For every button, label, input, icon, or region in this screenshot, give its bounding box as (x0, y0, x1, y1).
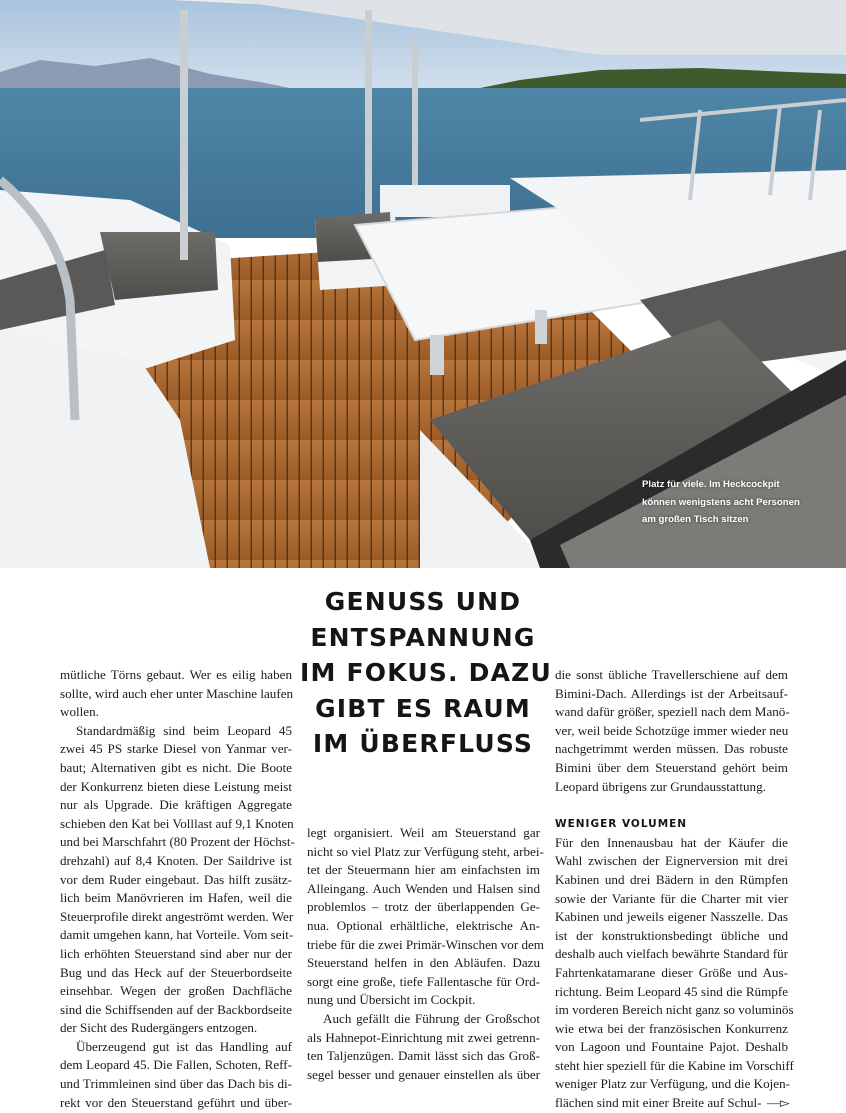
text-line-final-text: flächen sind mit einer Breite auf Schul- (555, 1095, 762, 1111)
text-line: Leopard übrigens zur Grundausstattung. (555, 778, 766, 794)
text-line: dem Leopard 45. Die Fallen, Schoten, Reff- (60, 1057, 292, 1073)
text-line: tet der Steuermann hier am einfachsten im (307, 862, 540, 878)
text-line: im vorderen Bereich nicht ganz so voluminös (555, 1002, 794, 1018)
text-line: rekt vor den Steuerstand geführt und über- (60, 1094, 292, 1110)
text-line-final (555, 1094, 788, 1113)
text-line: Kabinen und drei Bädern in den Rümpfen (555, 871, 788, 887)
text-line: nua. Optional erhältliche, elektrische An- (307, 917, 540, 933)
text-line: Steuerprofile direkt angeströmt werden. Wer (60, 908, 294, 924)
text-line: drehzahl) auf 8,4 Knoten. Der Saildrive ist (60, 852, 292, 868)
text-line: Kabinen und jeweils eigener Nasszelle. Das (555, 909, 788, 925)
text-line: Fahrtenkatamarane dieser Größe und Aus- (555, 964, 788, 980)
text-line: als Hahnepot-Einrichtung mit zwei getrenn- (307, 1029, 540, 1045)
text-line: Wahl zwischen der Eignerversion mit drei (555, 853, 788, 869)
text-line: sind die Schiffsenden auf der Backbordseite (60, 1001, 292, 1017)
text-line: nung und Übersicht im Cockpit. (307, 992, 476, 1008)
text-line: nachgetrimmt werden müssen. Das robuste (555, 741, 788, 757)
text-line: sollte, wird auch eher unter Maschine laufen (60, 685, 294, 701)
text-line: von Lagoon und Fountaine Pajot. Deshalb (555, 1039, 788, 1055)
text-line: problemlos – trotz der überlappenden Ge- (307, 899, 540, 915)
text-line: sowie der Variante für die Charter mit vier (555, 890, 788, 906)
text-line: Bimini über dem Steuerstand gehört beim (555, 759, 788, 775)
pull-quote-line: GENUSS UND (324, 587, 522, 616)
section-subhead: WENIGER VOLUMEN (555, 818, 688, 831)
text-column-1 (60, 666, 295, 1112)
text-line: zwei 45 PS starke Diesel von Yanmar ver- (60, 741, 292, 757)
text-line: legt organisiert. Weil am Steuerstand gar (307, 825, 540, 840)
text-line: Auch gefällt die Führung der Großschot (323, 1010, 540, 1026)
text-line: und Trimmleinen sind über das Dach bis di- (60, 1076, 292, 1092)
pull-quote-line: ENTSPANNUNG (310, 622, 536, 652)
text-line: sorgt eine große, tiefe Fallentasche für Ord- (307, 973, 540, 989)
text-line: wand dafür größer, speziell nach dem Manö- (555, 704, 790, 720)
text-line: Steuerstand helfen in den Abläufen. Dazu (307, 955, 540, 971)
caption-line: Platz für viele. Im Heckcockpit (642, 479, 780, 490)
text-line: weniger Platz zur Verfügung, und die Kojen- (555, 1076, 791, 1092)
text-line: der Konkurrenz bieten diese Leistung meist (60, 778, 292, 794)
text-line: schieben den Kat bei Volllast auf 9,1 Knoten (60, 815, 294, 831)
text-line: richtung. Beim Leopard 45 sind die Rümpfe (555, 983, 788, 999)
text-line: ver, weil beide Schotzüge immer wieder neu (555, 722, 789, 738)
text-line: baut; Alternativen gibt es nicht. Die Boote (60, 759, 292, 775)
text-line: lich beim Manövrieren im Hafen, weil die (60, 890, 292, 906)
text-line: mütliche Törns gebaut. Wer es eilig haben (60, 667, 292, 682)
text-line: einsehbar. Wegen der großen Dachfläche (60, 983, 292, 999)
text-line: wie etwa bei der französischen Konkurrenz (555, 1020, 788, 1036)
text-line: lich erhöhten Steuerstand sind aber nur der (60, 945, 292, 961)
text-line: triebe für die zwei Primär-Winschen vor dem (307, 936, 544, 952)
text-line: wollen. (60, 704, 99, 720)
text-line: und bei Marschfahrt (80 Prozent der Höchst- (60, 834, 295, 850)
text-line: Bimini-Dach. Allerdings ist der Arbeitsauf- (555, 685, 788, 701)
text-line: Bug und das Heck auf der Steuerbordseite (60, 964, 292, 980)
text-line: Alleingang. Auch Wenden und Halsen sind (307, 880, 540, 896)
caption-line: können wenigstens acht Personen (642, 496, 800, 508)
text-line: segel besser und genauer einstellen als über (307, 1066, 540, 1082)
text-line: nicht so viel Platz zur Verfügung steht, arbei- (307, 843, 544, 859)
text-line: Überzeugend gut ist das Handling auf (76, 1038, 292, 1054)
text-line: nur als Upgrade. Die kräftigen Aggregate (60, 797, 292, 813)
text-column-3 (555, 666, 794, 1113)
text-line: Für den Innenausbau hat der Käufer die (555, 834, 788, 850)
text-line: steht hier speziell für die Kabine im Vorschiff (555, 1057, 794, 1073)
text-line: Standardmäßig sind beim Leopard 45 (76, 722, 292, 738)
text-line: ist der konstruktionsbedingt übliche und (555, 927, 788, 943)
caption-line: am großen Tisch sitzen (642, 514, 749, 525)
text-line: die sonst übliche Travellerschiene auf dem (555, 667, 788, 682)
text-line: damit umgehen kann, hat Vorteile. Vom seit- (60, 927, 294, 943)
pull-quote-line: GIBT ES RAUM (315, 693, 531, 723)
continue-arrow-icon: —▻ (766, 1095, 790, 1111)
text-line: der Sicht des Rudergängers entzogen. (60, 1020, 258, 1036)
photo-caption (642, 476, 822, 529)
text-line: vor dem Ruder eingebaut. Das hilft zusätz- (60, 871, 292, 887)
pull-quote-line: IM ÜBERFLUSS (312, 729, 534, 758)
text-line: ten Taljenzügen. Damit lässt sich das Groß- (307, 1048, 540, 1064)
pull-quote (300, 584, 552, 762)
pull-quote-line: IM FOKUS. DAZU (300, 658, 552, 687)
text-line: deshalb auch vielfach bewährte Standard für (555, 946, 789, 962)
text-column-2 (307, 824, 544, 1084)
